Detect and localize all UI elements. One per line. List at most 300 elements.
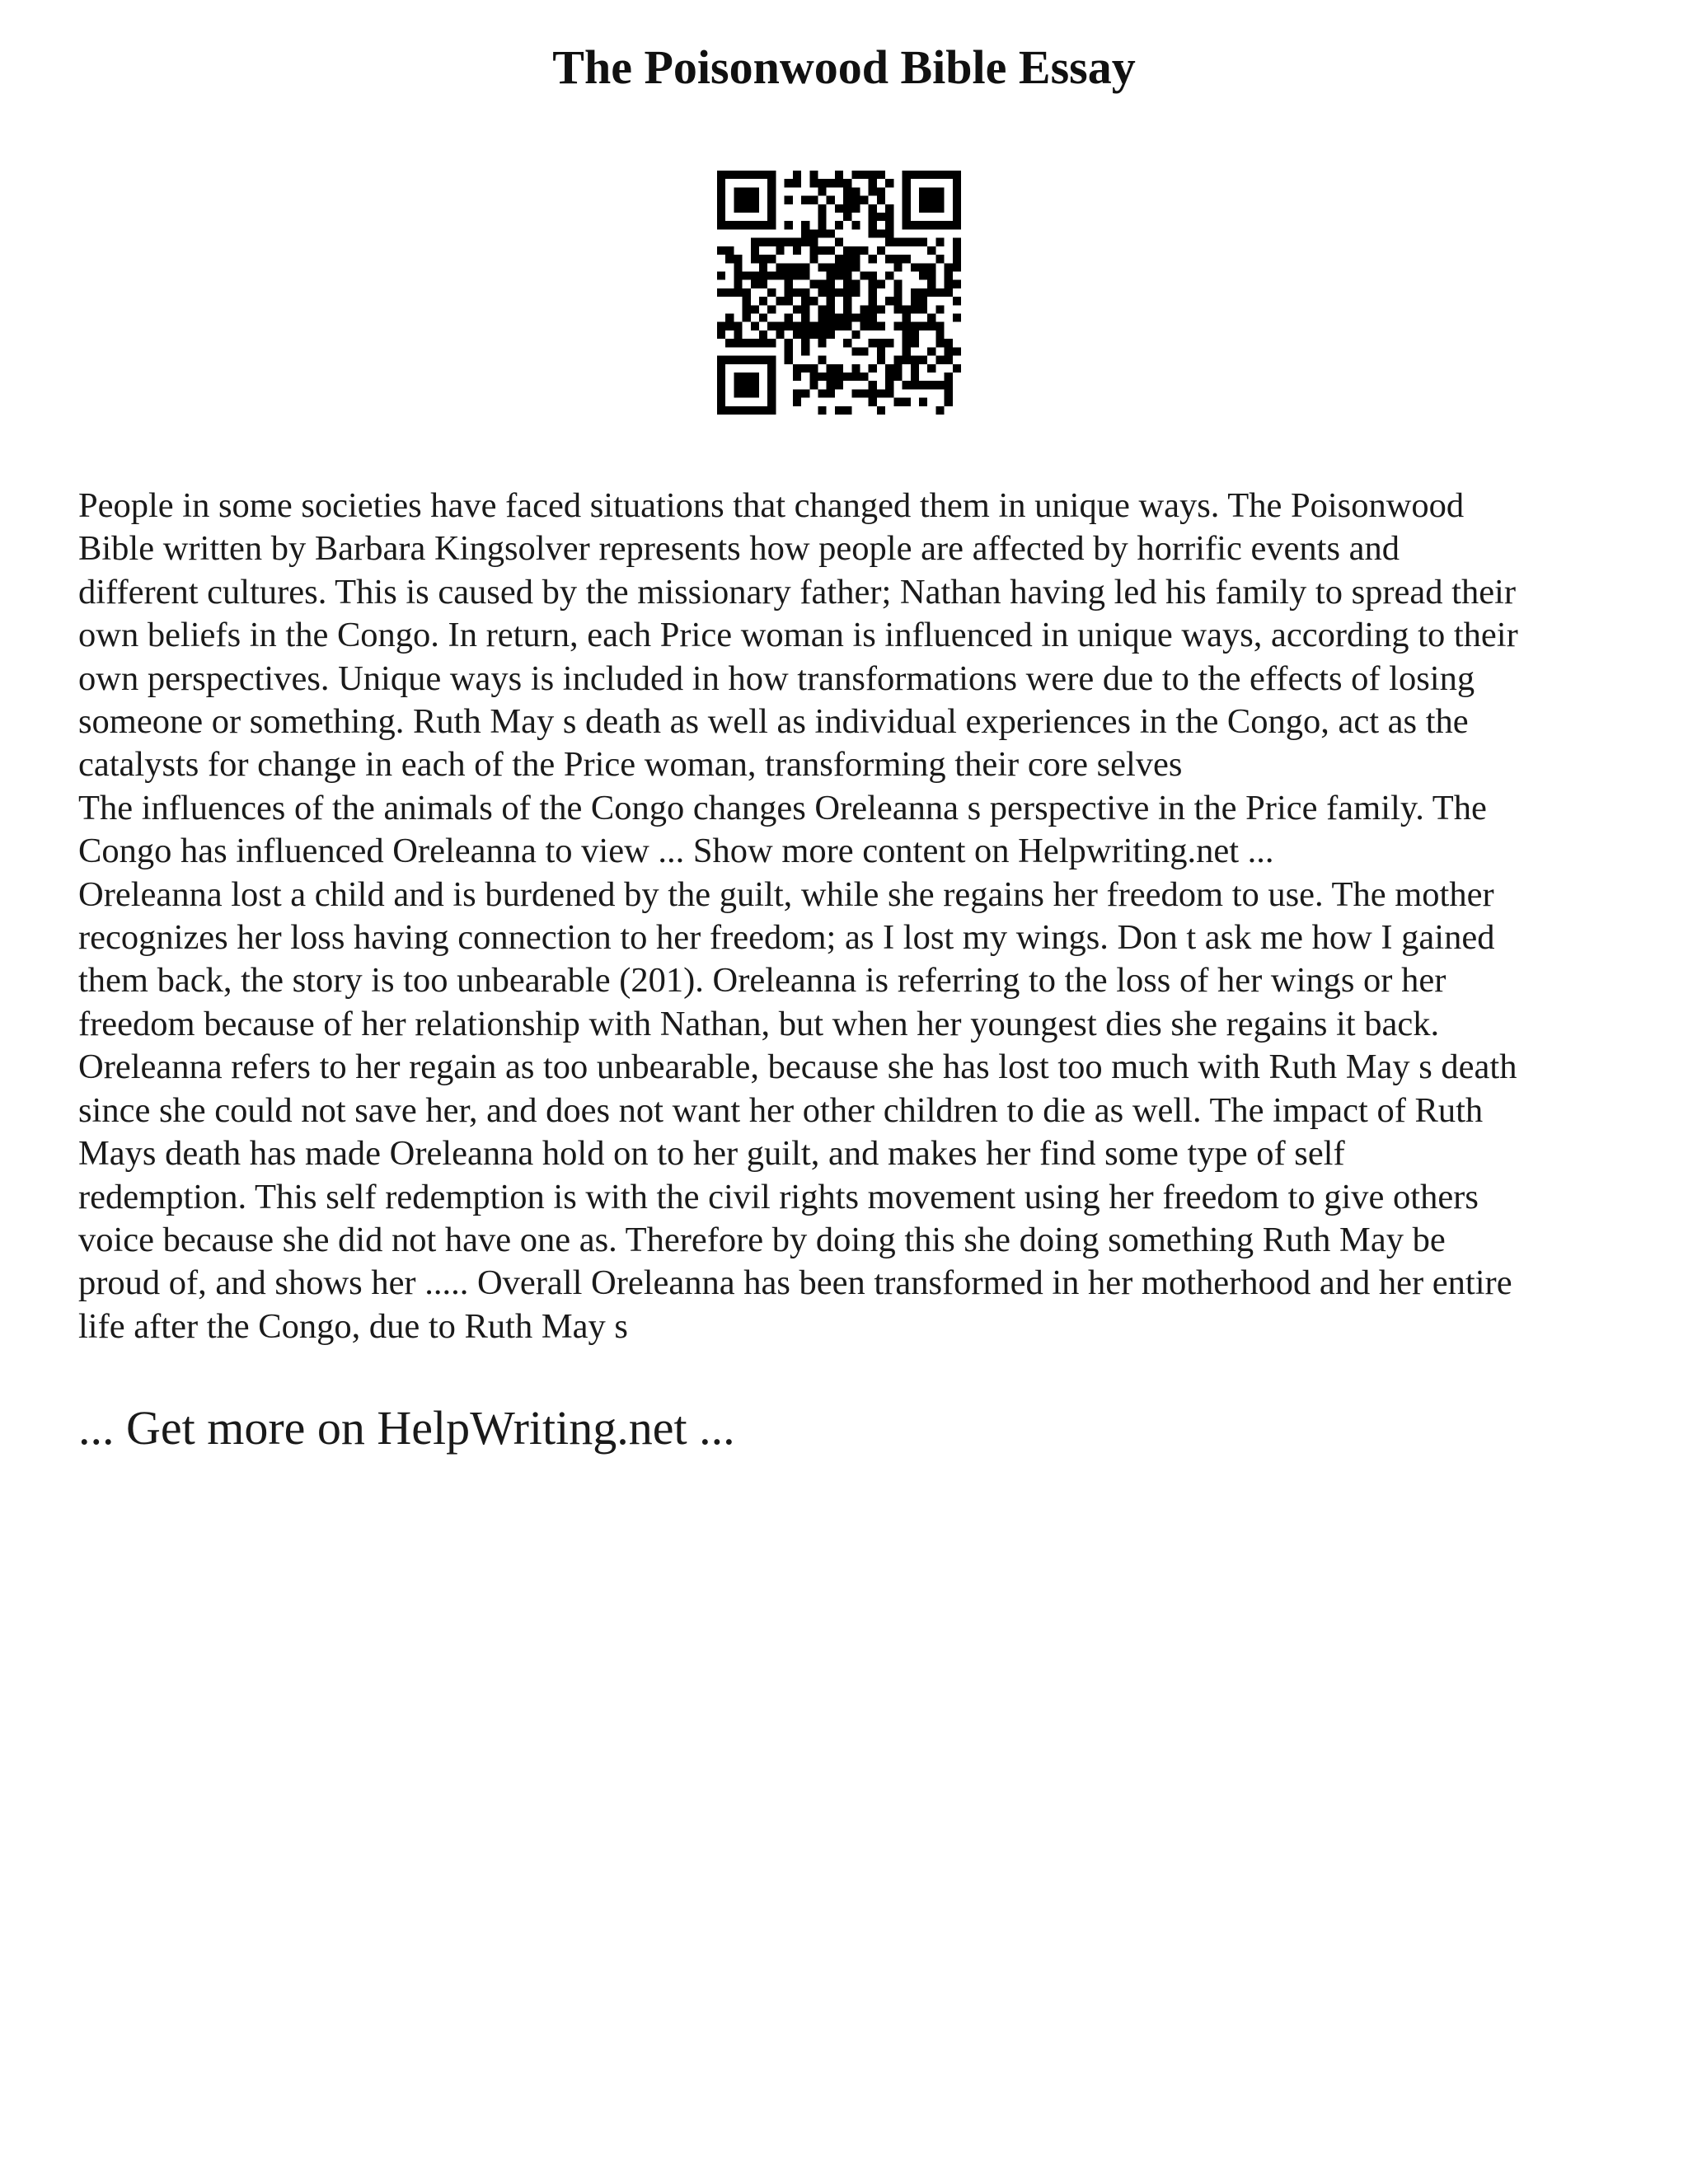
qr-module <box>734 263 742 271</box>
qr-module <box>869 271 877 279</box>
qr-module <box>919 221 927 229</box>
qr-module <box>717 204 725 213</box>
qr-module <box>717 398 725 406</box>
qr-module <box>759 314 767 322</box>
qr-module <box>818 179 826 187</box>
qr-module <box>751 246 759 255</box>
qr-module <box>767 398 776 406</box>
qr-module <box>767 213 776 221</box>
qr-module <box>911 339 919 347</box>
qr-module <box>843 305 851 313</box>
qr-module <box>751 406 759 415</box>
qr-module <box>827 179 835 187</box>
qr-module <box>860 322 869 330</box>
qr-module <box>935 255 944 263</box>
qr-module <box>911 221 919 229</box>
qr-module <box>717 271 725 279</box>
qr-module <box>785 271 793 279</box>
qr-module <box>801 305 809 313</box>
qr-module <box>919 171 927 179</box>
qr-module <box>743 171 751 179</box>
qr-module <box>734 373 742 381</box>
qr-module <box>953 280 961 288</box>
qr-module <box>903 196 911 204</box>
qr-module <box>935 339 944 347</box>
qr-module <box>893 356 902 364</box>
qr-module <box>945 339 953 347</box>
qr-module <box>877 356 885 364</box>
qr-module <box>877 187 885 195</box>
qr-module <box>885 213 893 221</box>
qr-module <box>835 238 843 246</box>
qr-module <box>911 330 919 339</box>
qr-module <box>725 339 734 347</box>
qr-module <box>903 381 911 389</box>
qr-module <box>903 187 911 195</box>
qr-module <box>793 246 801 255</box>
qr-module <box>725 221 734 229</box>
qr-module <box>885 389 893 397</box>
qr-module <box>717 373 725 381</box>
qr-module <box>869 305 877 313</box>
qr-module <box>877 280 885 288</box>
qr-module <box>919 204 927 213</box>
qr-module <box>851 314 860 322</box>
qr-module <box>851 196 860 204</box>
qr-module <box>818 373 826 381</box>
qr-module <box>801 229 809 237</box>
qr-module <box>793 364 801 373</box>
qr-module <box>759 171 767 179</box>
qr-module <box>827 229 835 237</box>
qr-module <box>767 305 776 313</box>
qr-module <box>717 381 725 389</box>
qr-module <box>725 406 734 415</box>
qr-module <box>911 305 919 313</box>
qr-module <box>835 263 843 271</box>
qr-module <box>734 187 742 195</box>
qr-module <box>893 255 902 263</box>
qr-module <box>809 246 818 255</box>
qr-module <box>885 364 893 373</box>
qr-module <box>809 280 818 288</box>
qr-module <box>919 322 927 330</box>
qr-module <box>835 406 843 415</box>
qr-module <box>885 238 893 246</box>
qr-module <box>851 263 860 271</box>
qr-module <box>759 263 767 271</box>
qr-module <box>935 381 944 389</box>
qr-module <box>869 381 877 389</box>
qr-module <box>717 187 725 195</box>
qr-module <box>818 288 826 297</box>
qr-module <box>717 213 725 221</box>
qr-module <box>818 204 826 213</box>
qr-module <box>851 389 860 397</box>
qr-module <box>843 263 851 271</box>
qr-module <box>860 271 869 279</box>
qr-module <box>903 238 911 246</box>
qr-module <box>751 381 759 389</box>
qr-module <box>751 271 759 279</box>
qr-module <box>835 381 843 389</box>
qr-module <box>869 187 877 195</box>
qr-module <box>751 187 759 195</box>
qr-module <box>893 305 902 313</box>
qr-module <box>785 356 793 364</box>
qr-module <box>801 330 809 339</box>
qr-module <box>869 322 877 330</box>
qr-module <box>818 389 826 397</box>
qr-module <box>767 204 776 213</box>
qr-module <box>818 213 826 221</box>
qr-module <box>801 221 809 229</box>
qr-module <box>877 347 885 355</box>
qr-module <box>827 280 835 288</box>
qr-module <box>927 221 935 229</box>
qr-module <box>835 179 843 187</box>
qr-module <box>851 288 860 297</box>
qr-module <box>717 322 725 330</box>
qr-module <box>801 196 809 204</box>
qr-module <box>759 297 767 305</box>
qr-module <box>843 373 851 381</box>
qr-module <box>919 288 927 297</box>
qr-module <box>767 288 776 297</box>
qr-module <box>751 238 759 246</box>
qr-module <box>903 221 911 229</box>
qr-module <box>827 288 835 297</box>
qr-module <box>953 347 961 355</box>
qr-module <box>743 381 751 389</box>
qr-module <box>734 280 742 288</box>
qr-module <box>835 288 843 297</box>
qr-module <box>818 229 826 237</box>
qr-module <box>776 297 784 305</box>
qr-module <box>893 322 902 330</box>
qr-module <box>877 196 885 204</box>
qr-module <box>725 288 734 297</box>
qr-module <box>751 373 759 381</box>
qr-module <box>877 229 885 237</box>
qr-module <box>785 347 793 355</box>
qr-module <box>843 406 851 415</box>
qr-module <box>877 406 885 415</box>
qr-module <box>919 196 927 204</box>
qr-module <box>785 263 793 271</box>
qr-module <box>843 196 851 204</box>
qr-module <box>818 246 826 255</box>
qr-module <box>843 246 851 255</box>
qr-module <box>935 288 944 297</box>
qr-module <box>860 171 869 179</box>
qr-module <box>801 271 809 279</box>
qr-module <box>851 330 860 339</box>
qr-module <box>953 187 961 195</box>
qr-module <box>734 322 742 330</box>
qr-module <box>877 213 885 221</box>
qr-module <box>767 255 776 263</box>
qr-module <box>734 204 742 213</box>
qr-module <box>893 373 902 381</box>
qr-module <box>919 356 927 364</box>
qr-module <box>851 221 860 229</box>
qr-module <box>793 179 801 187</box>
qr-module <box>725 322 734 330</box>
qr-module <box>827 389 835 397</box>
qr-module <box>953 204 961 213</box>
qr-module <box>843 322 851 330</box>
qr-module <box>927 288 935 297</box>
qr-module <box>911 297 919 305</box>
qr-module <box>919 263 927 271</box>
qr-module <box>903 171 911 179</box>
qr-module <box>793 330 801 339</box>
qr-module <box>860 389 869 397</box>
qr-module <box>759 271 767 279</box>
qr-module <box>717 221 725 229</box>
qr-module <box>734 271 742 279</box>
qr-module <box>935 221 944 229</box>
qr-module <box>835 322 843 330</box>
qr-module <box>903 398 911 406</box>
qr-module <box>827 381 835 389</box>
qr-module <box>827 330 835 339</box>
qr-module <box>945 347 953 355</box>
qr-module <box>793 305 801 313</box>
qr-module <box>927 187 935 195</box>
qr-module <box>835 364 843 373</box>
qr-module <box>785 221 793 229</box>
qr-module <box>751 356 759 364</box>
qr-module <box>793 288 801 297</box>
qr-module <box>751 322 759 330</box>
qr-module <box>893 238 902 246</box>
qr-module <box>869 213 877 221</box>
qr-module <box>717 246 725 255</box>
qr-module <box>869 389 877 397</box>
qr-module <box>919 381 927 389</box>
qr-module <box>911 171 919 179</box>
qr-module <box>945 373 953 381</box>
qr-module <box>935 238 944 246</box>
qr-module <box>935 171 944 179</box>
qr-module <box>869 221 877 229</box>
qr-module <box>835 204 843 213</box>
qr-module <box>767 356 776 364</box>
qr-module <box>734 171 742 179</box>
qr-module <box>919 187 927 195</box>
qr-module <box>734 196 742 204</box>
qr-module <box>851 187 860 195</box>
qr-module <box>953 171 961 179</box>
qr-module <box>945 263 953 271</box>
qr-module <box>725 314 734 322</box>
qr-module <box>843 271 851 279</box>
essay-paragraph-oreleanna: Oreleanna lost a child and is burdened by the guilt, while she regains her freedom to use. The mother recognizes her loss having connection to her freedom; as I lost my wings. Don t ask me how I gained them back, the story is too unbearable (201). Oreleanna is referring to the loss of her wings or her freedom because of her relationship with Nathan, but when her youngest dies she regains it back. Oreleanna refers to her regain as too unbearable, because she has lost too much with Ruth May s death since she could not save her, and does not want her other children to die as well. The impact of Ruth Mays death has made Oreleanna hold on to her guilt, and makes her find some type of self redemption. This self redemption is with the civil rights movement using her freedom to give others voice because she did not have one as. Therefore by doing this she doing something Ruth May be proud of, and shows her ..... Overall Oreleanna has been transformed in her motherhood and her entire life after the Congo, due to Ruth May s <box>78 874 1517 1346</box>
qr-module <box>903 356 911 364</box>
qr-module <box>911 364 919 373</box>
qr-module <box>759 356 767 364</box>
qr-module <box>717 171 725 179</box>
qr-module <box>911 373 919 381</box>
qr-module <box>903 213 911 221</box>
qr-module <box>869 280 877 288</box>
qr-module <box>785 297 793 305</box>
qr-module <box>935 322 944 330</box>
qr-module <box>869 204 877 213</box>
qr-module <box>927 347 935 355</box>
qr-module <box>911 288 919 297</box>
qr-module <box>843 280 851 288</box>
qr-module <box>743 297 751 305</box>
qr-module <box>869 255 877 263</box>
qr-module <box>945 356 953 364</box>
qr-module <box>927 171 935 179</box>
qr-module <box>743 314 751 322</box>
qr-module <box>743 271 751 279</box>
qr-module <box>751 196 759 204</box>
qr-module <box>935 204 944 213</box>
qr-module <box>885 179 893 187</box>
qr-module <box>809 297 818 305</box>
qr-module <box>927 196 935 204</box>
qr-module <box>767 406 776 415</box>
qr-module <box>877 322 885 330</box>
qr-module <box>767 171 776 179</box>
qr-module <box>809 255 818 263</box>
qr-module <box>927 322 935 330</box>
qr-module <box>717 196 725 204</box>
qr-module <box>809 238 818 246</box>
qr-module <box>759 280 767 288</box>
qr-module <box>743 389 751 397</box>
qr-module <box>751 221 759 229</box>
qr-module <box>869 364 877 373</box>
essay-paragraph-influences: The influences of the animals of the Congo changes Oreleanna s perspective in the Price family. The Congo has influenced Oreleanna to view ... Show more content on Helpwriting.net ... <box>78 788 1487 871</box>
qr-module <box>767 389 776 397</box>
qr-module <box>818 187 826 195</box>
qr-module <box>785 322 793 330</box>
qr-module <box>767 196 776 204</box>
qr-module <box>818 221 826 229</box>
qr-module <box>953 221 961 229</box>
qr-module <box>953 238 961 246</box>
qr-module <box>759 330 767 339</box>
qr-module <box>801 347 809 355</box>
qr-module <box>860 196 869 204</box>
qr-module <box>903 255 911 263</box>
qr-module <box>843 288 851 297</box>
qr-module <box>725 246 734 255</box>
qr-module <box>903 314 911 322</box>
qr-module <box>911 356 919 364</box>
qr-module <box>893 364 902 373</box>
essay-body <box>78 485 1628 1348</box>
qr-module <box>945 271 953 279</box>
qr-module <box>827 263 835 271</box>
qr-module <box>793 263 801 271</box>
qr-module <box>801 263 809 271</box>
qr-module <box>953 314 961 322</box>
qr-module <box>935 356 944 364</box>
page-title: The Poisonwood Bible Essay <box>552 40 1136 94</box>
qr-module <box>793 238 801 246</box>
qr-module <box>818 322 826 330</box>
qr-module <box>885 297 893 305</box>
qr-module <box>953 364 961 373</box>
qr-module <box>759 255 767 263</box>
qr-module <box>801 314 809 322</box>
qr-module <box>935 196 944 204</box>
qr-module <box>734 381 742 389</box>
qr-module <box>827 305 835 313</box>
qr-module <box>869 288 877 297</box>
qr-module <box>903 339 911 347</box>
qr-module <box>919 271 927 279</box>
qr-module <box>734 339 742 347</box>
qr-module <box>885 339 893 347</box>
qr-module <box>801 364 809 373</box>
qr-module <box>893 297 902 305</box>
qr-module <box>927 314 935 322</box>
qr-module <box>893 288 902 297</box>
qr-module <box>903 322 911 330</box>
qr-module <box>885 221 893 229</box>
qr-module <box>743 305 751 313</box>
qr-module <box>818 280 826 288</box>
qr-module <box>927 280 935 288</box>
qr-module <box>793 389 801 397</box>
qr-module <box>935 187 944 195</box>
qr-module <box>717 179 725 187</box>
qr-module <box>885 373 893 381</box>
qr-module <box>785 196 793 204</box>
qr-module <box>759 339 767 347</box>
qr-module <box>945 221 953 229</box>
qr-module <box>919 297 927 305</box>
qr-module <box>751 280 759 288</box>
qr-module <box>911 263 919 271</box>
qr-module <box>935 305 944 313</box>
qr-module <box>835 314 843 322</box>
get-more-link[interactable]: ... Get more on HelpWriting.net ... <box>78 1401 735 1455</box>
qr-module <box>945 389 953 397</box>
qr-module <box>818 314 826 322</box>
qr-module <box>759 221 767 229</box>
qr-module <box>927 271 935 279</box>
qr-module <box>843 187 851 195</box>
qr-module <box>743 196 751 204</box>
qr-module <box>885 255 893 263</box>
qr-module <box>725 356 734 364</box>
qr-module <box>945 171 953 179</box>
qr-module <box>927 364 935 373</box>
qr-module <box>877 339 885 347</box>
qr-module <box>751 389 759 397</box>
qr-module <box>743 339 751 347</box>
qr-module <box>818 305 826 313</box>
qr-module <box>776 263 784 271</box>
qr-module <box>893 280 902 288</box>
qr-module <box>767 187 776 195</box>
qr-module <box>809 373 818 381</box>
qr-module <box>725 255 734 263</box>
qr-module <box>717 356 725 364</box>
qr-module <box>801 288 809 297</box>
qr-module <box>734 221 742 229</box>
qr-module <box>953 255 961 263</box>
